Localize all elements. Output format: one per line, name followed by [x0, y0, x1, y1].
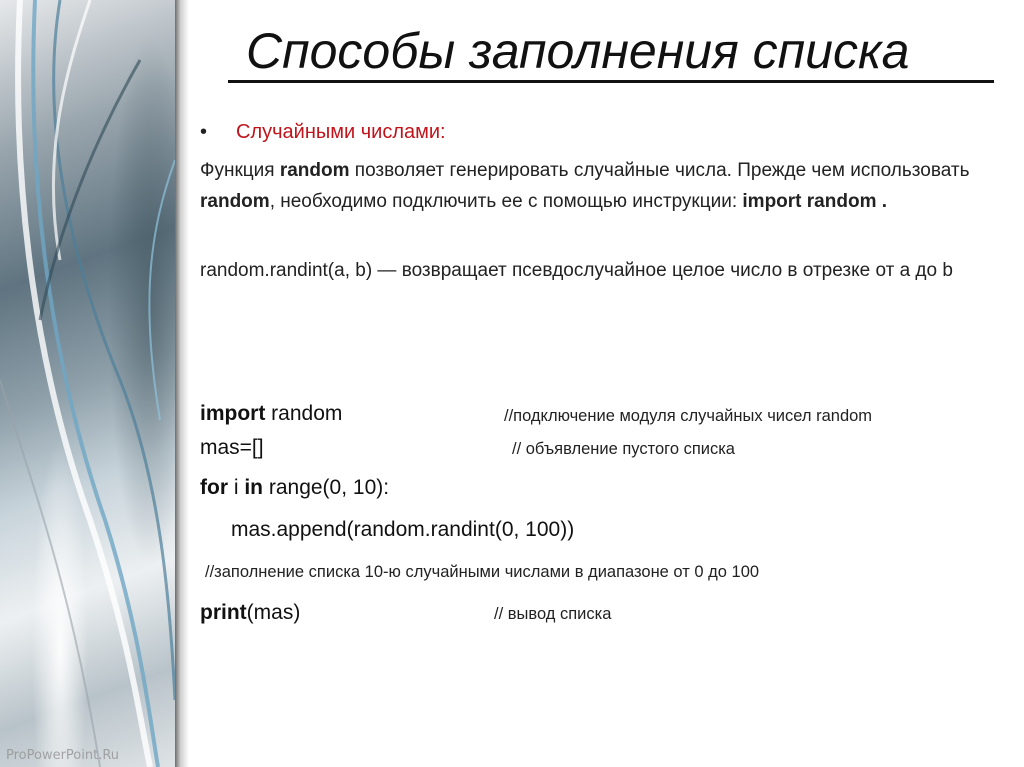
text: Функция — [200, 160, 280, 181]
side-shadow — [175, 0, 189, 767]
decorative-side-image — [0, 0, 175, 767]
code-line-2: mas=[] — [200, 436, 264, 459]
keyword-print: print — [200, 601, 247, 624]
code-comment-6: // вывод списка — [494, 605, 612, 623]
title-underline — [228, 80, 994, 83]
code-line-1 — [200, 402, 342, 426]
keyword-import-random: import random . — [742, 191, 888, 212]
bullet-dot-icon: • — [200, 121, 208, 143]
keyword-for: for — [200, 476, 228, 499]
keyword-import: import — [200, 402, 266, 425]
slide-title: Способы заполнения списка — [246, 23, 910, 79]
code-line-6 — [200, 601, 300, 625]
abstract-wave-art — [0, 0, 175, 767]
code-line-3 — [200, 476, 389, 500]
keyword-in: in — [244, 476, 264, 499]
keyword-random: random — [200, 191, 270, 212]
bullet-text: Случайными числами: — [236, 121, 446, 143]
watermark: ProPowerPoint.Ru — [6, 748, 120, 763]
code-text: i — [228, 476, 245, 499]
bullet-item — [200, 121, 446, 144]
paragraph-random-intro — [200, 155, 1000, 217]
paragraph-randint: random.randint(a, b) — возвращает псевдослучайное целое число в отрезке от a до b — [200, 260, 953, 281]
code-comment-1: //подключение модуля случайных чисел random — [504, 407, 873, 425]
text: , необходимо подключить ее с помощью инструкции: — [269, 191, 743, 212]
code-text: (mas) — [246, 601, 301, 624]
code-comment-5: //заполнение списка 10-ю случайными числами в диапазоне от 0 до 100 — [205, 563, 760, 581]
code-comment-2: // объявление пустого списка — [512, 440, 735, 458]
code-text: range(0, 10): — [263, 476, 390, 499]
code-text: random — [265, 402, 343, 425]
keyword-random: random — [279, 160, 350, 181]
code-line-4: mas.append(random.randint(0, 100)) — [231, 518, 575, 541]
text: позволяет генерировать случайные числа. Прежде чем использовать — [349, 160, 970, 181]
